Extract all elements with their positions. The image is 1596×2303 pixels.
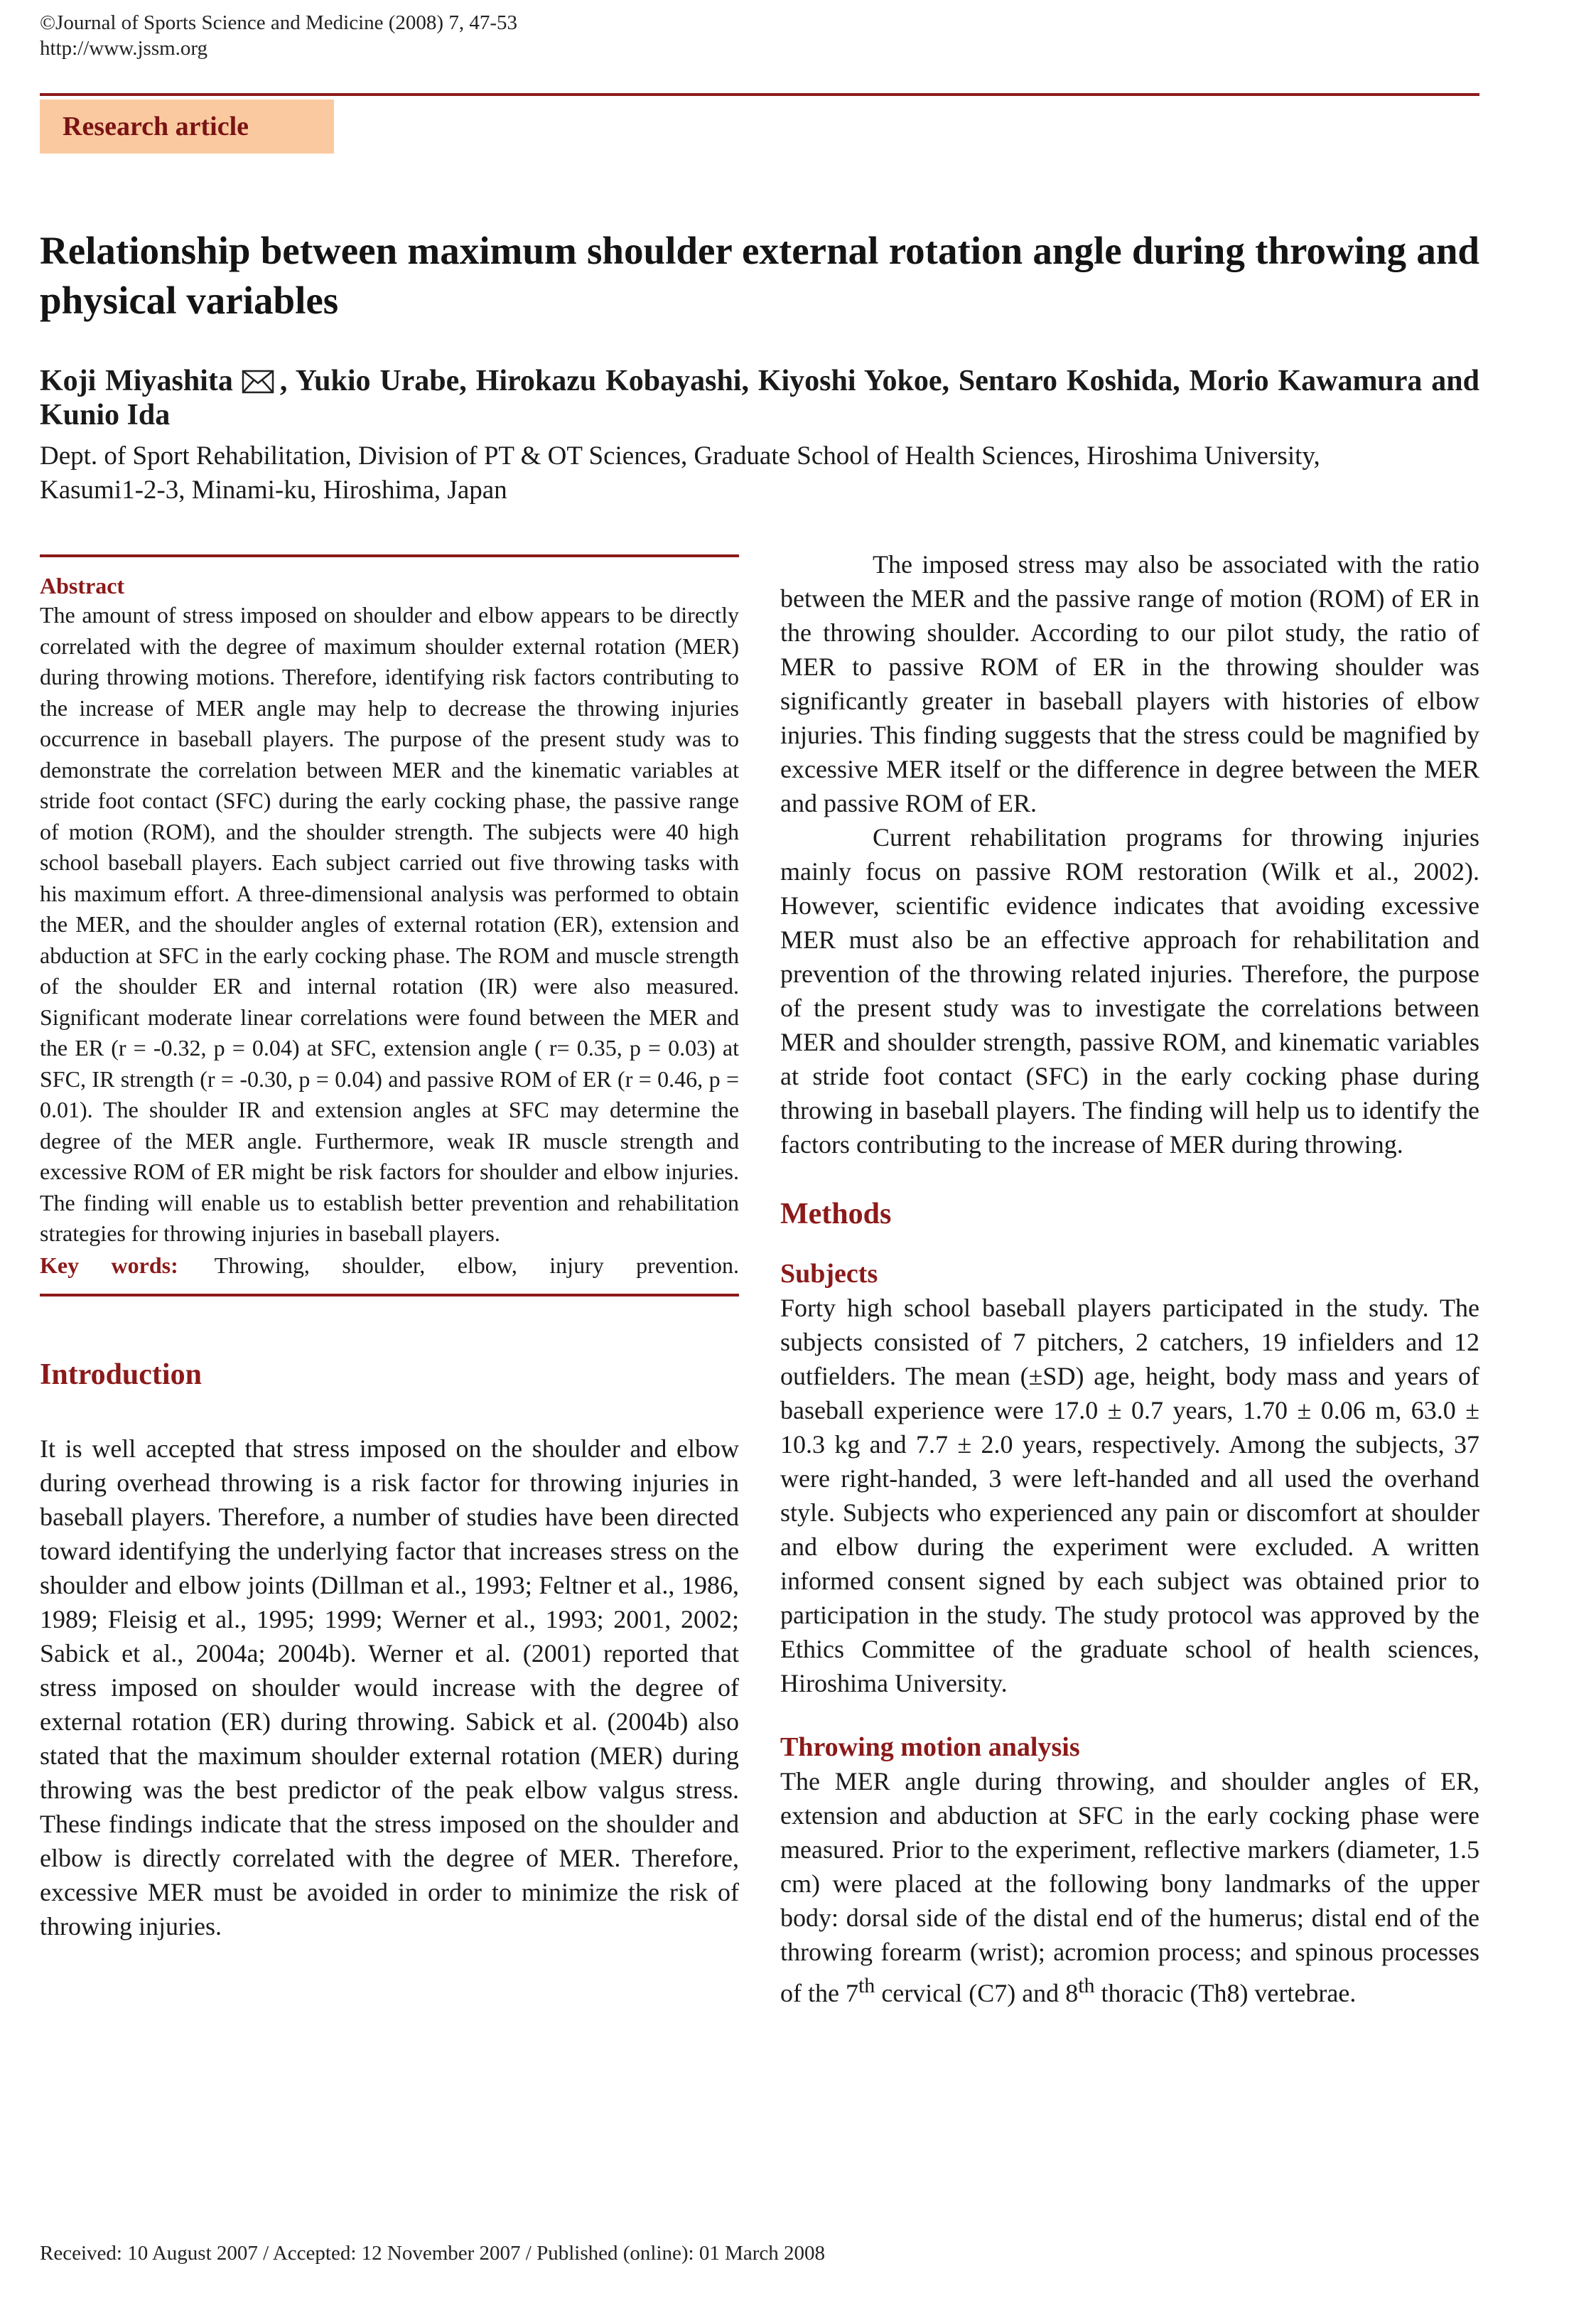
- methods-heading: Methods: [780, 1198, 892, 1230]
- throwing-analysis-mid: cervical (C7) and: [875, 1979, 1066, 2007]
- abstract-top-rule: [40, 554, 739, 557]
- ordinal-suffix-th8: th: [1078, 1974, 1095, 1997]
- article-type-label: Research article: [63, 112, 249, 141]
- ordinal-suffix-c7: th: [858, 1974, 875, 1997]
- journal-url[interactable]: http://www.jssm.org: [40, 37, 208, 60]
- ordinal-th8: 8: [1065, 1979, 1079, 2007]
- keywords-label: Key words:: [40, 1252, 178, 1278]
- introduction-paragraph-2: The imposed stress may also be associated with the ratio between the MER and the passive range of motion (ROM) of ER in the throwing shoulder. According to our pilot study, the ratio of MER to passive ROM of ER in the throwing shoulder was significantly greater in baseball players with histories of elbow injuries. This finding suggests that the stress could be magnified by excessive MER itself or the difference in degree between the MER and passive ROM of ER.: [780, 550, 1479, 817]
- other-authors: , Yukio Urabe, Hirokazu Kobayashi, Kiyoshi Yokoe, Sentaro Koshida, Morio Kawamura and Kunio Ida: [40, 365, 1479, 431]
- throwing-analysis-paragraph: [780, 1764, 1479, 2010]
- introduction-paragraph-1: It is well accepted that stress imposed on the shoulder and elbow during overhead throwing is a risk factor for throwing injuries in baseball players. Therefore, a number of studies have been directed toward identifying the underlying factor that increases stress on the shoulder and elbow joints (Dillman et al., 1993; Feltner et al., 1986, 1989; Fleisig et al., 1995; 1999; Werner et al., 1993; 2001, 2002; Sabick et al., 2004a; 2004b). Werner et al. (2001) reported that stress imposed on shoulder would increase with the degree of external rotation (ER) during throwing. Sabick et al. (2004b) also stated that the maximum shoulder external rotation (MER) during throwing was the best predictor of the peak elbow valgus stress. These findings indicate that the stress imposed on the shoulder and elbow is directly correlated with the degree of MER. Therefore, excessive MER must be avoided in order to minimize the risk of throwing injuries.: [40, 1434, 739, 1940]
- journal-citation: ©Journal of Sports Science and Medicine (2008) 7, 47-53: [40, 11, 517, 34]
- right-column: [780, 547, 1479, 2010]
- throwing-analysis-heading: Throwing motion analysis: [780, 1732, 1080, 1762]
- introduction-paragraph-3: Current rehabilitation programs for throwing injuries mainly focus on passive ROM restoration (Wilk et al., 2002). However, scientific evidence indicates that avoiding excessive MER must also be an effective approach for rehabilitation and prevention of the throwing related injuries. Therefore, the purpose of the present study was to investigate the correlations between MER and shoulder strength, passive ROM, and kinematic variables at stride foot contact (SFC) in the early cocking phase during throwing in baseball players. The finding will help us to identify the factors contributing to the increase of MER during throwing.: [780, 823, 1479, 1159]
- affiliation: Dept. of Sport Rehabilitation, Division of PT & OT Sciences, Graduate School of Health Sciences, Hiroshima University, Kasumi1-2-3, Minami-ku, Hiroshima, Japan: [40, 441, 1320, 505]
- ordinal-c7: 7: [845, 1979, 858, 2007]
- publication-dates: Received: 10 August 2007 / Accepted: 12 November 2007 / Published (online): 01 March 2008: [40, 2242, 826, 2265]
- author-list: [40, 364, 1479, 432]
- subjects-heading: Subjects: [780, 1259, 878, 1289]
- left-column: [40, 554, 739, 1943]
- throwing-analysis-end: thoracic (Th8) vertebrae.: [1094, 1979, 1357, 2007]
- abstract-body: The amount of stress imposed on shoulder and elbow appears to be directly correlated with the degree of maximum shoulder external rotation (MER) during throwing motions. Therefore, identifying risk factors contributing to the increase of MER angle may help to decrease the throwing injuries occurrence in baseball players. The purpose of the present study was to demonstrate the correlation between MER and the kinematic variables at stride foot contact (SFC) during the early cocking phase, the passive range of motion (ROM), and the shoulder strength. The subjects were 40 high school baseball players. Each subject carried out five throwing tasks with his maximum effort. A three-dimensional analysis was performed to obtain the MER, and the shoulder angles of external rotation (ER), extension and abduction at SFC in the early cocking phase. The ROM and muscle strength of the shoulder ER and internal rotation (IR) were also measured. Significant moderate linear correlations were found between the MER and the ER (r = -0.32, p = 0.04) at SFC, extension angle ( r= 0.35, p = 0.03) at SFC, IR strength (r = -0.30, p = 0.04) and passive ROM of ER (r = 0.46, p = 0.01). The shoulder IR and extension angles at SFC may determine the degree of the MER angle. Furthermore, weak IR muscle strength and excessive ROM of ER might be risk factors for shoulder and elbow injuries. The finding will enable us to establish better prevention and rehabilitation strategies for throwing injuries in baseball players.: [40, 602, 739, 1246]
- introduction-heading: Introduction: [40, 1358, 202, 1391]
- abstract-bottom-rule: [40, 1294, 739, 1297]
- subjects-paragraph: Forty high school baseball players participated in the study. The subjects consisted of 7 pitchers, 2 catchers, 19 infielders and 12 outfielders. The mean (±SD) age, height, body mass and years of baseball experience were 17.0 ± 0.7 years, 1.70 ± 0.06 m, 63.0 ± 10.3 kg and 7.7 ± 2.0 years, respectively. Among the subjects, 37 were right-handed, 3 were left-handed and all used the overhand style. Subjects who experienced any pain or discomfort at shoulder and elbow during the experiment were excluded. A written informed consent signed by each subject was obtained prior to participation in the study. The study protocol was approved by the Ethics Committee of the graduate school of health sciences, Hiroshima University.: [780, 1294, 1479, 1697]
- throwing-analysis-text: The MER angle during throwing, and shoulder angles of ER, extension and abduction at SFC in the early cocking phase were measured. Prior to the experiment, reflective markers (diameter, 1.5 cm) were placed at the following bony landmarks of the upper body: dorsal side of the distal end of the humerus; distal end of the throwing forearm (wrist); acromion process; and spinous processes of the: [780, 1767, 1479, 2007]
- header-rule: [40, 93, 1479, 96]
- keywords: Throwing, shoulder, elbow, injury prevention.: [214, 1252, 740, 1278]
- article-title: Relationship between maximum shoulder external rotation angle during throwing and physical variables: [40, 229, 1479, 322]
- abstract-heading: Abstract: [40, 573, 125, 598]
- envelope-icon[interactable]: [242, 370, 274, 394]
- keywords-line: [40, 1250, 739, 1281]
- article-type-badge: [40, 100, 334, 154]
- first-author: Koji Miyashita: [40, 365, 233, 397]
